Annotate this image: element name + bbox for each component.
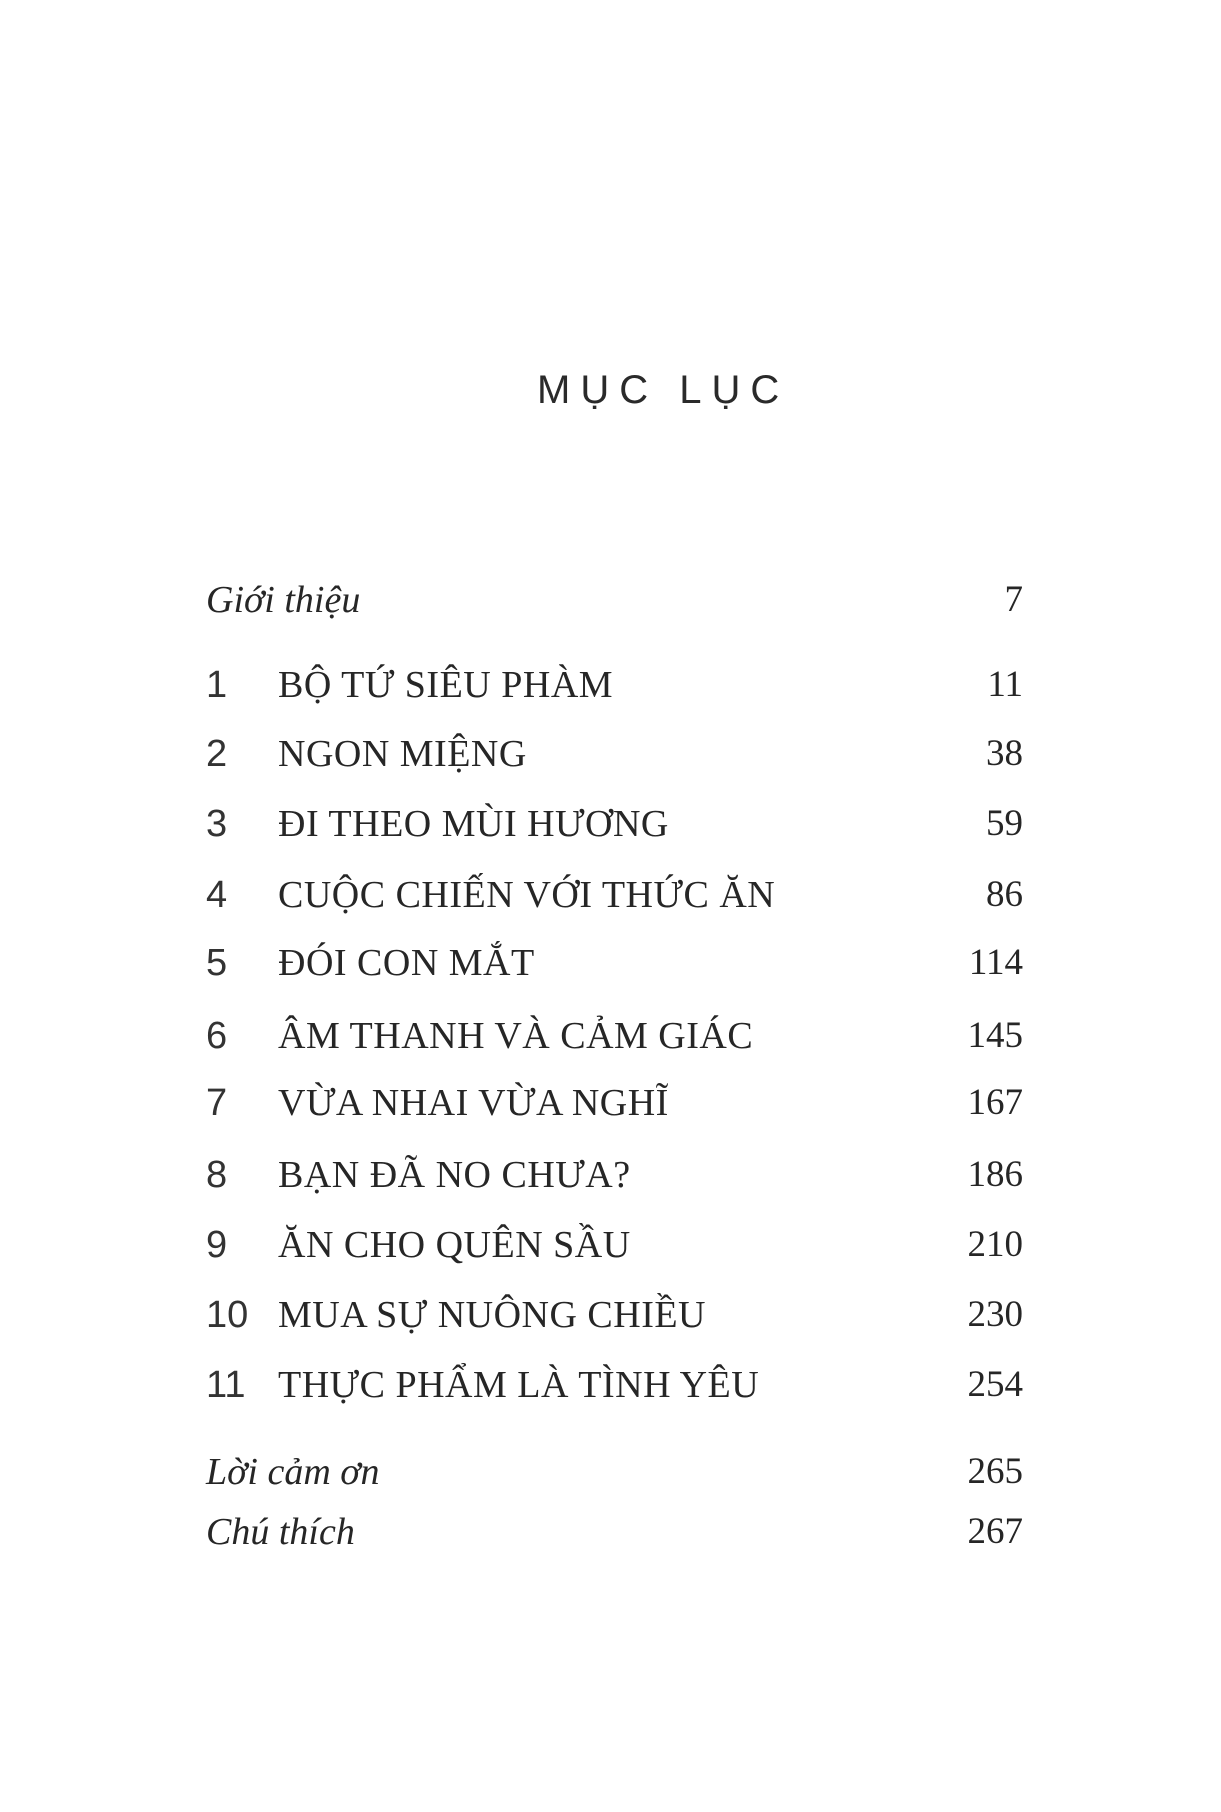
chapter-number: 10 — [206, 1294, 249, 1336]
chapter-number: 5 — [206, 942, 228, 984]
page-number: 11 — [987, 664, 1023, 705]
chapter-title: ĐI THEO MÙI HƯƠNG — [278, 803, 669, 845]
toc-entry-chapter-2 — [0, 730, 1221, 778]
chapter-number: 2 — [206, 733, 228, 775]
page-number: 186 — [967, 1154, 1023, 1195]
page-number: 114 — [968, 942, 1023, 983]
chapter-number: 1 — [206, 664, 228, 706]
chapter-number: 8 — [206, 1154, 228, 1196]
chapter-title: NGON MIỆNG — [278, 733, 527, 775]
chapter-number: 6 — [206, 1015, 228, 1057]
toc-entry-chapter-5 — [0, 939, 1221, 987]
page-number: 167 — [967, 1082, 1023, 1123]
toc-entry-chapter-6 — [0, 1012, 1221, 1060]
chapter-number: 4 — [206, 874, 228, 916]
toc-entry-chapter-4 — [0, 871, 1221, 919]
chapter-title: CUỘC CHIẾN VỚI THỨC ĂN — [278, 874, 776, 916]
page-number: 59 — [986, 803, 1023, 844]
toc-entry-intro — [0, 576, 1221, 624]
page-title: MỤC LỤC — [537, 368, 790, 412]
toc-entry-chapter-8 — [0, 1151, 1221, 1199]
page-number: 230 — [967, 1294, 1023, 1335]
toc-entry-chapter-10 — [0, 1291, 1221, 1339]
entry-label: Chú thích — [206, 1511, 355, 1553]
entry-label: Giới thiệu — [206, 579, 361, 621]
page-number: 7 — [1004, 579, 1023, 620]
toc-entry-chapter-11 — [0, 1361, 1221, 1409]
page-number: 86 — [986, 874, 1023, 915]
chapter-title: ĐÓI CON MẮT — [278, 942, 535, 984]
page-number: 210 — [967, 1224, 1023, 1265]
page-number: 265 — [967, 1451, 1023, 1492]
chapter-title: BẠN ĐÃ NO CHƯA? — [278, 1154, 631, 1196]
toc-entry-chapter-9 — [0, 1221, 1221, 1269]
chapter-title: ĂN CHO QUÊN SẦU — [278, 1224, 631, 1266]
entry-label: Lời cảm ơn — [206, 1451, 380, 1493]
page-number: 145 — [967, 1015, 1023, 1056]
chapter-title: MUA SỰ NUÔNG CHIỀU — [278, 1294, 707, 1336]
chapter-title: THỰC PHẨM LÀ TÌNH YÊU — [278, 1364, 760, 1406]
toc-entry-chapter-1 — [0, 661, 1221, 709]
chapter-title: VỪA NHAI VỪA NGHĨ — [278, 1082, 669, 1124]
page-number: 254 — [967, 1364, 1023, 1405]
page-number: 38 — [986, 733, 1023, 774]
chapter-number: 3 — [206, 803, 228, 845]
toc-entry-acknowledgments — [0, 1448, 1221, 1496]
chapter-number: 11 — [206, 1364, 246, 1406]
toc-entry-notes — [0, 1508, 1221, 1556]
chapter-title: ÂM THANH VÀ CẢM GIÁC — [278, 1015, 754, 1057]
toc-entry-chapter-7 — [0, 1079, 1221, 1127]
chapter-number: 9 — [206, 1224, 228, 1266]
chapter-title: BỘ TỨ SIÊU PHÀM — [278, 664, 614, 706]
toc-entry-chapter-3 — [0, 800, 1221, 848]
page-number: 267 — [967, 1511, 1023, 1552]
chapter-number: 7 — [206, 1082, 228, 1124]
